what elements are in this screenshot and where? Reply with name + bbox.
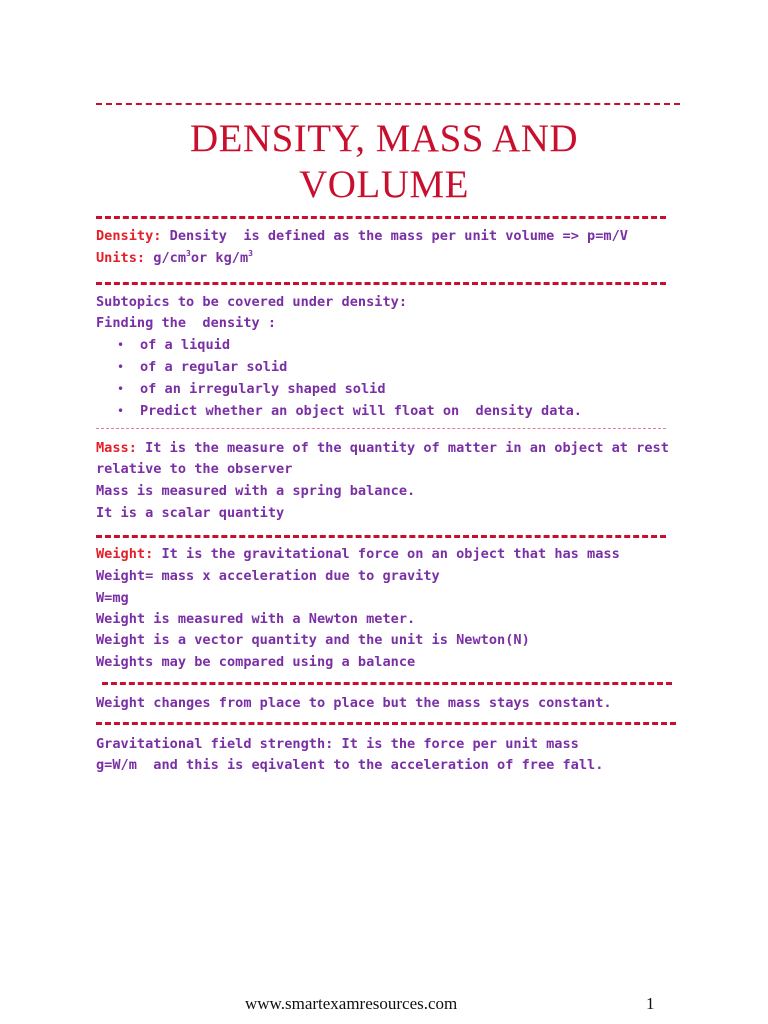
units-label: Units: <box>96 250 146 266</box>
density-definition <box>96 226 628 246</box>
footer-website: www.smartexamresources.com <box>245 994 458 1013</box>
mass-line-3: Mass is measured with a spring balance. <box>96 483 416 499</box>
weight-line-2: Weight= mass x acceleration due to gravity <box>96 568 440 584</box>
bullet-icon: • <box>117 360 125 374</box>
units-a: g/cm <box>145 250 187 266</box>
weight-line-3: W=mg <box>96 590 129 606</box>
subtopic-item: of an irregularly shaped solid <box>140 381 386 397</box>
weight-line-6: Weights may be compared using a balance <box>96 654 416 670</box>
weight-label: Weight: <box>96 546 154 562</box>
weight-change-note: Weight changes from place to place but the mass stays constant. <box>96 695 612 711</box>
subtopic-item: of a liquid <box>140 337 231 353</box>
separator-note <box>96 722 676 725</box>
separator-mass <box>96 535 666 538</box>
units-b-superscript: 3 <box>248 249 253 258</box>
weight-line-1: It is the gravitational force on an object that has mass <box>153 546 620 562</box>
page-number: 1 <box>646 994 655 1013</box>
density-text: Density is defined as the mass per unit volume => p=m/V <box>161 228 628 244</box>
mass-label: Mass: <box>96 440 137 456</box>
bullet-icon: • <box>117 382 125 396</box>
separator-title <box>96 216 666 219</box>
page-title <box>96 116 672 208</box>
weight-line-5: Weight is a vector quantity and the unit is Newton(N) <box>96 632 530 648</box>
separator-density <box>96 282 666 285</box>
mass-line-2: relative to the observer <box>96 461 293 477</box>
weight-line-4: Weight is measured with a Newton meter. <box>96 611 416 627</box>
gravity-line-2: g=W/m and this is eqivalent to the acceleration of free fall. <box>96 757 604 773</box>
units-b: or kg/m <box>190 250 249 266</box>
bullet-icon: • <box>117 404 125 418</box>
units-a-superscript: 3 <box>186 249 191 258</box>
finding-density: Finding the density : <box>96 315 277 331</box>
title-line-2: VOLUME <box>299 163 469 206</box>
separator-subtopics <box>96 428 666 429</box>
mass-line-1: It is the measure of the quantity of matter in an object at rest <box>136 440 669 456</box>
density-units <box>96 248 253 268</box>
subtopics-heading: Subtopics to be covered under density: <box>96 294 407 310</box>
gravity-line-1: Gravitational field strength: It is the force per unit mass <box>96 736 579 752</box>
mass-definition <box>96 438 669 458</box>
density-label: Density: <box>96 228 162 244</box>
separator-weight <box>102 682 672 685</box>
mass-line-4: It is a scalar quantity <box>96 505 285 521</box>
subtopic-item: Predict whether an object will float on density data. <box>140 403 582 419</box>
subtopic-item: of a regular solid <box>140 359 288 375</box>
title-line-1: DENSITY, MASS AND <box>189 117 579 160</box>
weight-definition <box>96 544 620 564</box>
separator-top <box>96 103 680 105</box>
bullet-icon: • <box>117 338 125 352</box>
